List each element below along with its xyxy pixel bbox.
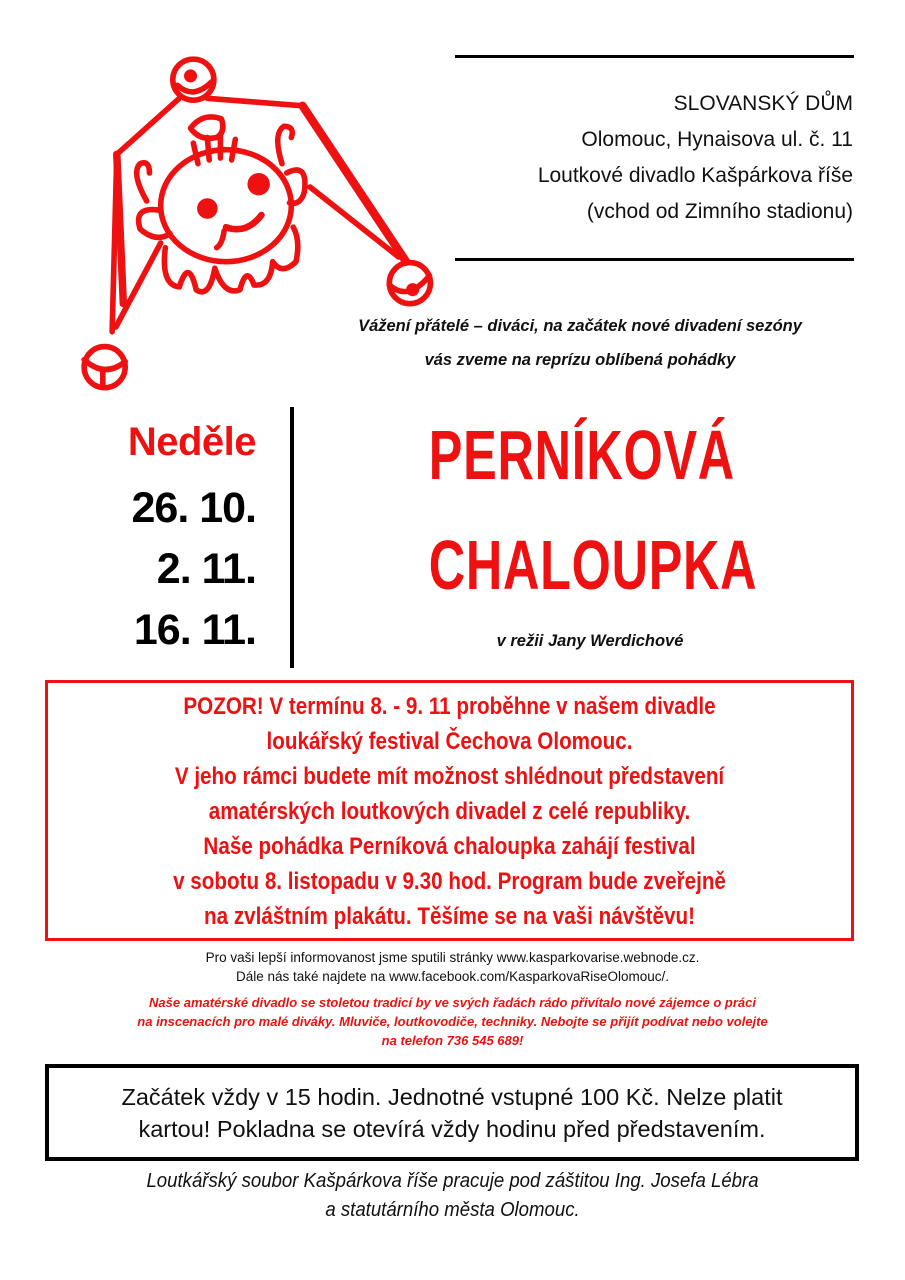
top-rule [455,55,854,58]
patronage-line: Loutkářský soubor Kašpárkova říše pracuje pod záštitou Ing. Josefa Lébra [146,1170,759,1192]
web-info-line: Pro vaši lepší informovanost jsme sputili stránky www.kasparkovarise.webnode.cz. [205,950,700,965]
show-title-line-2: CHALOUPKA [428,526,758,604]
venue-theatre: Loutkové divadlo Kašpárkova říše [537,164,853,187]
performance-date: 26. 10. [131,484,256,532]
notice-line: V jeho rámci budete mít možnost shlédnout představení [174,763,725,790]
admission-line: Začátek vždy v 15 hodin. Jednotné vstupné 100 Kč. Nelze platit [121,1084,783,1110]
notice-line: POZOR! V termínu 8. - 9. 11 proběhne v našem divadle [183,693,716,720]
recruitment-line: Naše amatérské divadlo se stoletou tradicí by ve svých řadách rádo přivítalo nové zájemce o práci [149,995,756,1010]
recruitment-phone: na telefon 736 545 689! [381,1033,524,1048]
facebook-info-line: Dále nás také najdete na www.facebook.com/KasparkovaRiseOlomouc/. [236,969,669,984]
admission-box [45,1064,859,1161]
show-director: v režii Jany Werdichové [496,632,684,650]
venue-name: SLOVANSKÝ DŮM [673,92,853,115]
venue-entrance: (vchod od Zimního stadionu) [586,200,853,223]
notice-line: v sobotu 8. listopadu v 9.30 hod. Program bude zveřejně [173,868,726,895]
admission-line: kartou! Pokladna se otevírá vždy hodinu před představením. [138,1116,766,1142]
performance-date: 2. 11. [156,545,256,593]
performance-date: 16. 11. [133,606,256,654]
bottom-rule [455,258,854,261]
notice-line: na zvláštním plakátu. Těšíme se na vaši návštěvu! [203,903,695,930]
show-title-line-1: PERNÍKOVÁ [428,416,735,494]
notice-line: Naše pohádka Perníková chaloupka zahájí festival [203,833,696,860]
notice-line: amatérských loutkových divadel z celé republiky. [208,798,691,825]
venue-address: Olomouc, Hynaisova ul. č. 11 [581,128,853,151]
notice-line: loukářský festival Čechova Olomouc. [266,728,633,755]
recruitment-line: na inscenacích pro malé diváky. Mluviče, loutkovodiče, techniky. Nebojte se přijít podívat nebo volejte [137,1014,768,1029]
invitation-line-1: Vážení přátelé – diváci, na začátek nové divadení sezóny [358,317,802,335]
festival-notice-box [45,680,854,941]
performance-day: Neděle [127,420,256,464]
patronage-line: a statutárního města Olomouc. [325,1199,580,1221]
invitation-line-2: vás zveme na reprízu oblíbená pohádky [424,351,736,369]
vertical-divider [290,407,294,668]
